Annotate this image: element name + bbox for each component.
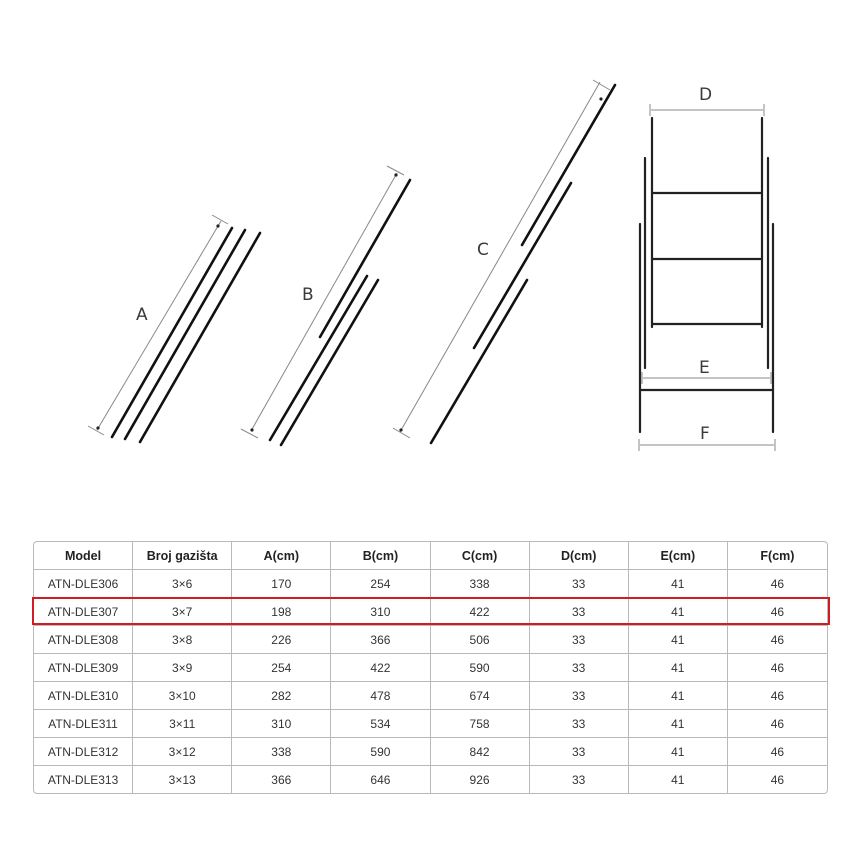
- cell-b: 646: [331, 766, 430, 793]
- cell-e: 41: [629, 738, 728, 766]
- table-row: [34, 626, 827, 654]
- table-row: [34, 682, 827, 710]
- cell-f: 46: [728, 654, 827, 682]
- cell-d: 33: [530, 710, 629, 738]
- label-c: C: [477, 240, 489, 260]
- cell-model: ATN-DLE307: [34, 598, 133, 626]
- cell-a: 198: [232, 598, 331, 626]
- table-row: [34, 654, 827, 682]
- cell-f: 46: [728, 570, 827, 598]
- cell-e: 41: [629, 766, 728, 793]
- cell-a: 226: [232, 626, 331, 654]
- header-a: A(cm): [232, 542, 331, 570]
- cell-c: 758: [431, 710, 530, 738]
- cell-model: ATN-DLE309: [34, 654, 133, 682]
- cell-f: 46: [728, 682, 827, 710]
- cell-e: 41: [629, 570, 728, 598]
- cell-steps: 3×11: [133, 710, 232, 738]
- cell-b: 422: [331, 654, 430, 682]
- header-model: Model: [34, 542, 133, 570]
- cell-f: 46: [728, 626, 827, 654]
- cell-d: 33: [530, 682, 629, 710]
- header-e: E(cm): [629, 542, 728, 570]
- cell-c: 842: [431, 738, 530, 766]
- cell-c: 590: [431, 654, 530, 682]
- cell-b: 534: [331, 710, 430, 738]
- cell-e: 41: [629, 598, 728, 626]
- header-steps: Broj gazišta: [133, 542, 232, 570]
- figure-front-view: [639, 85, 775, 451]
- label-b: B: [302, 285, 314, 305]
- label-d: D: [699, 85, 713, 105]
- header-f: F(cm): [728, 542, 827, 570]
- header-d: D(cm): [530, 542, 629, 570]
- table-row: [34, 570, 827, 598]
- table-row-highlighted: [34, 598, 827, 626]
- cell-steps: 3×13: [133, 766, 232, 793]
- header-c: C(cm): [431, 542, 530, 570]
- cell-model: ATN-DLE311: [34, 710, 133, 738]
- cell-d: 33: [530, 738, 629, 766]
- cell-f: 46: [770, 772, 785, 787]
- cell-model: ATN-DLE306: [34, 570, 133, 598]
- cell-steps: 3×8: [133, 626, 232, 654]
- cell-d: 33: [530, 626, 629, 654]
- label-e: E: [699, 358, 710, 378]
- cell-a: 366: [232, 766, 331, 793]
- cell-b: 366: [331, 626, 430, 654]
- cell-a: 254: [232, 654, 331, 682]
- specification-table-container: [33, 541, 828, 793]
- cell-c: 926: [431, 766, 530, 793]
- cell-f: 46: [728, 710, 827, 738]
- table-row: [34, 766, 827, 793]
- cell-steps: 3×7: [133, 598, 232, 626]
- cell-a: 310: [232, 710, 331, 738]
- cell-e: 41: [629, 626, 728, 654]
- cell-b: 310: [331, 598, 430, 626]
- figure-c-fully-extended: [393, 80, 615, 443]
- cell-b: 254: [331, 570, 430, 598]
- header-b: B(cm): [331, 542, 430, 570]
- cell-b: 478: [331, 682, 430, 710]
- cell-a: 338: [232, 738, 331, 766]
- table-row: [34, 738, 827, 766]
- cell-steps: 3×10: [133, 682, 232, 710]
- cell-c: 338: [431, 570, 530, 598]
- cell-a: 170: [232, 570, 331, 598]
- cell-model: ATN-DLE310: [34, 682, 133, 710]
- cell-model: ATN-DLE313: [34, 766, 133, 793]
- cell-steps: 3×6: [133, 570, 232, 598]
- cell-d: 33: [530, 598, 629, 626]
- figure-a-collapsed: [88, 215, 260, 442]
- cell-f: 46: [728, 738, 827, 766]
- cell-c: 506: [431, 626, 530, 654]
- cell-model: ATN-DLE312: [34, 738, 133, 766]
- cell-c: 422: [431, 598, 530, 626]
- cell-b: 590: [331, 738, 430, 766]
- cell-a: 282: [232, 682, 331, 710]
- cell-steps: 3×12: [133, 738, 232, 766]
- label-a: A: [136, 305, 148, 325]
- cell-d: 33: [530, 570, 629, 598]
- table-header-row: [34, 542, 827, 570]
- cell-steps: 3×9: [133, 654, 232, 682]
- specification-table: [33, 541, 828, 794]
- label-f: F: [700, 424, 710, 444]
- table-row: [34, 710, 827, 738]
- cell-e: 41: [629, 682, 728, 710]
- figure-b-half-extended: [241, 166, 410, 445]
- cell-d: 33: [530, 654, 629, 682]
- cell-model: ATN-DLE308: [34, 626, 133, 654]
- cell-d: 33: [530, 766, 629, 793]
- cell-e: 41: [629, 654, 728, 682]
- cell-f: 46: [728, 598, 827, 626]
- cell-e: 41: [629, 710, 728, 738]
- cell-c: 674: [431, 682, 530, 710]
